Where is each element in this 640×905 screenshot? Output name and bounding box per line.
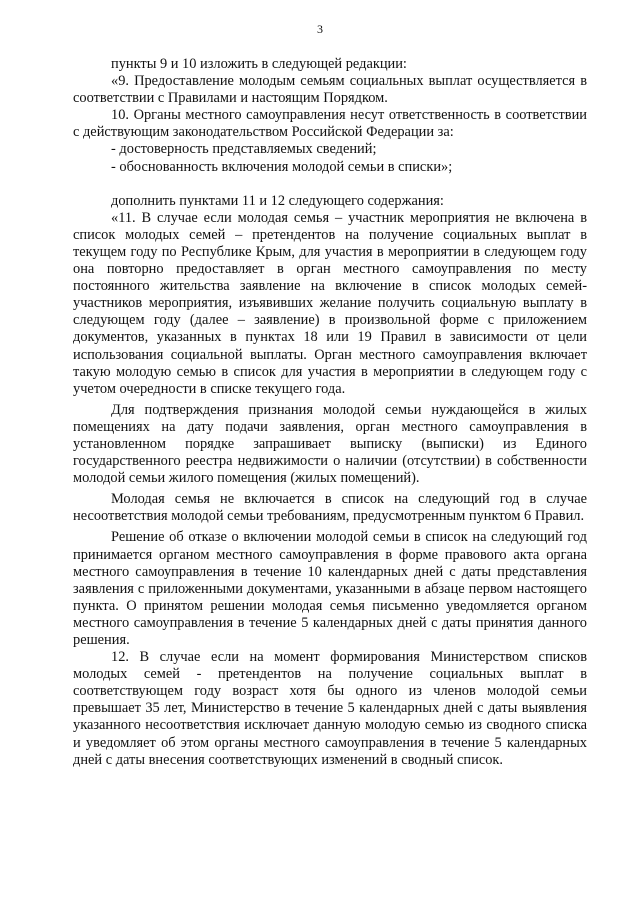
paragraph-item-12: 12. В случае если на момент формирования Министерством списков молодых семей - претендентов на получение социальных выплат в соответствующем году возраст хотя бы одного из членов молодой семьи превышает 35 лет, Министерство в течение 5 календарных дней с даты выявления указанного несоответствия исключает данную молодую семью из сводного списка и уведомляет об этом органы местного самоуправления в течение 5 календарных дней с даты внесения соответствующих изменений в сводный список. <box>73 649 587 768</box>
paragraph-exclusion-condition: Молодая семья не включается в список на следующий год в случае несоответствия молодой семьи требованиям, предусмотренным пунктом 6 Правил. <box>73 491 587 525</box>
paragraph-housing-confirmation: Для подтверждения признания молодой семьи нуждающейся в жилых помещениях на дату подачи заявления, орган местного самоуправления в установленном порядке запрашивает выписку (выписки) из Единого государственного реестра недвижимости о наличии (отсутствии) в собственности молодой семьи жилого помещения (жилых помещений). <box>73 401 587 487</box>
paragraph-item-9: «9. Предоставление молодым семьям социальных выплат осуществляется в соответствии с Правилами и настоящим Порядком. <box>73 73 587 107</box>
paragraph-list-item-validity: - обоснованность включения молодой семьи в списки»; <box>111 158 453 175</box>
document-body <box>73 56 587 769</box>
paragraph-addition-intro: дополнить пунктами 11 и 12 следующего содержания: <box>111 192 444 209</box>
paragraph-refusal-decision: Решение об отказе о включении молодой семьи в список на следующий год принимается органом местного самоуправления в форме правового акта органа местного самоуправления в течение 10 календарных дней с даты представления заявления с приложенными документами, указанными в абзаце первом настоящего пункта. О принятом решении молодая семья письменно уведомляется органом местного самоуправления в течение 5 календарных дней с даты принятия данного решения. <box>73 529 587 648</box>
page-number: 3 <box>317 22 323 36</box>
paragraph-item-10: 10. Органы местного самоуправления несут ответственность в соответствии с действующим законодательством Российской Федерации за: <box>73 107 587 141</box>
paragraph-gap <box>73 176 587 193</box>
paragraph-list-item-reliability: - достоверность представляемых сведений; <box>111 141 377 158</box>
paragraph-item-11: «11. В случае если молодая семья – участник мероприятия не включена в список молодых семей – претендентов на получение социальных выплат в текущем году по Республике Крым, для участия в мероприятии в следующем году она повторно предоставляет в орган местного самоуправления по месту постоянного жительства заявление на включение в список молодых семей-участников мероприятия, изъявивших желание получить социальную выплату в следующем году (далее – заявление) в произвольной форме с приложением документов, указанных в пунктах 18 или 19 Правил в зависимости от цели использования социальной выплаты. Орган местного самоуправления включает такую молодую семью в список для участия в мероприятии в следующем году с учетом очередности в списке текущего года. <box>73 209 587 397</box>
paragraph-amendment-intro: пункты 9 и 10 изложить в следующей редакции: <box>111 56 407 72</box>
